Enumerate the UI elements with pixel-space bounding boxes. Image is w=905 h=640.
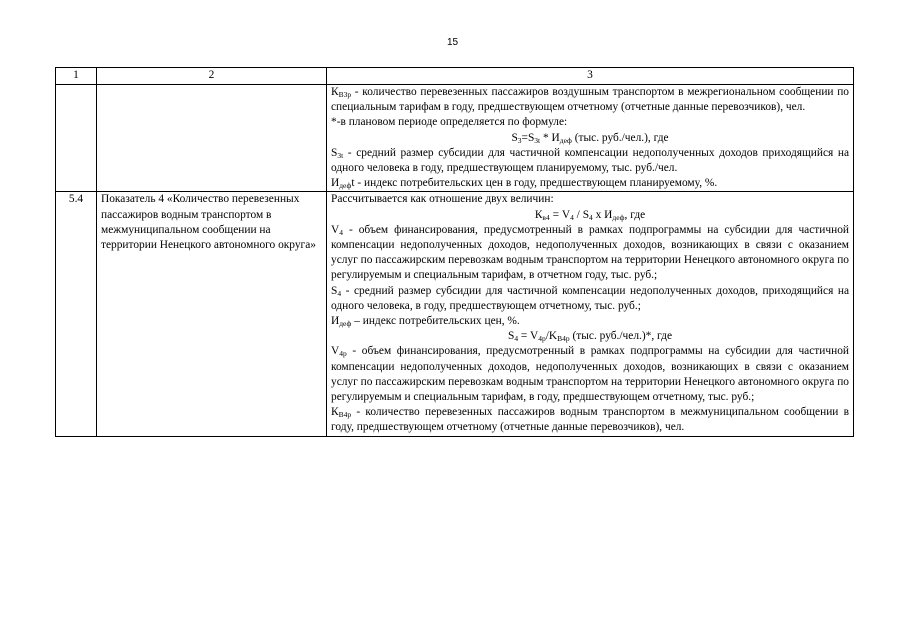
- calculation-cell: [327, 192, 854, 436]
- kb4p-definition: $К_{В4р}$ - количество перевезенных пассажиров водным транспортом в межмуниципальном сообщении в году, предшествующем отчетному (отчетные данные перевозчиков), чел.: [331, 406, 849, 434]
- indicator-name: Показатель 4 «Количество перевезенных пассажиров водным транспортом в межмуниципальном сообщении на территории Ненецкого автономного округа»: [97, 192, 327, 436]
- formula-s4: $S_4 = V_{4р}/K_{В4р}$ (тыс. руб./чел.)*, где: [507, 330, 673, 344]
- kb3p-definition: $К_{В3р}$ - количество перевезенных пассажиров воздушным транспортом в межрегиональном сообщении по специальным тарифам в году, предшествующем отчетному (отчетные данные перевозчиков), чел.: [331, 86, 849, 114]
- indicator-table: [55, 67, 854, 437]
- header-col-3: 3: [327, 68, 854, 85]
- calculation-cell: [327, 85, 854, 192]
- formula-s3: $S_3=S_{3t} * И_{деф}$ (тыс. руб./чел.), где: [511, 131, 669, 145]
- s4-definition: $S_4$ - средний размер субсидии для частичной компенсации недополученных доходов, приходящийся на одного человека, в году, предшествующем отчетному, тыс. руб.;: [331, 284, 849, 312]
- v4p-definition: $V_{4р}$ - объем финансирования, предусмотренный в рамках подпрограммы на субсидии для частичной компенсации недополученных доходов, недополученных доходов, возникающих в связи с оказанием услуг по пассажирским перевозкам водным транспортом на территории Ненецкого автономного округа по регулируемым и специальным тарифам, в году, предшествующем отчетному, тыс. руб.;: [331, 345, 849, 404]
- row-number: 5.4: [56, 192, 97, 436]
- table-header-row: [56, 68, 854, 85]
- calc-intro: Рассчитывается как отношение двух величин:: [331, 193, 554, 206]
- idef-t-definition: $И_{деф}t$ - индекс потребительских цен в году, предшествующем планируемому, %.: [331, 177, 718, 191]
- s3t-definition: $S_{3t}$ - средний размер субсидии для частичной компенсации недополученных доходов приходящийся на одного человека в году, предшествующем планируемому, тыс. руб./чел.: [331, 146, 849, 175]
- row-number: [56, 85, 97, 192]
- table-row-continuation: [56, 85, 854, 192]
- table-row-5-4: [56, 192, 854, 436]
- header-col-1: 1: [56, 68, 97, 85]
- plan-period-note: *-в плановом периоде определяется по формуле:: [331, 116, 568, 129]
- v4-definition: $V_4$ - объем финансирования, предусмотренный в рамках подпрограммы на субсидии для частичной компенсации недополученных доходов, недополученных доходов, возникающих в связи с оказанием услуг по пассажирским перевозкам водным транспортом на территории Ненецкого автономного округа по регулируемым и специальным тарифам, в отчетном году, тыс. руб.;: [331, 223, 849, 282]
- idef-definition: $И_{деф}$ – индекс потребительских цен, %.: [331, 315, 520, 329]
- header-col-2: 2: [97, 68, 327, 85]
- page-number: 15: [446, 37, 459, 48]
- formula-kb4: $К_{в4} = V_4 / S_4$ х $И_{деф}$, где: [534, 208, 646, 222]
- indicator-name: [97, 85, 327, 192]
